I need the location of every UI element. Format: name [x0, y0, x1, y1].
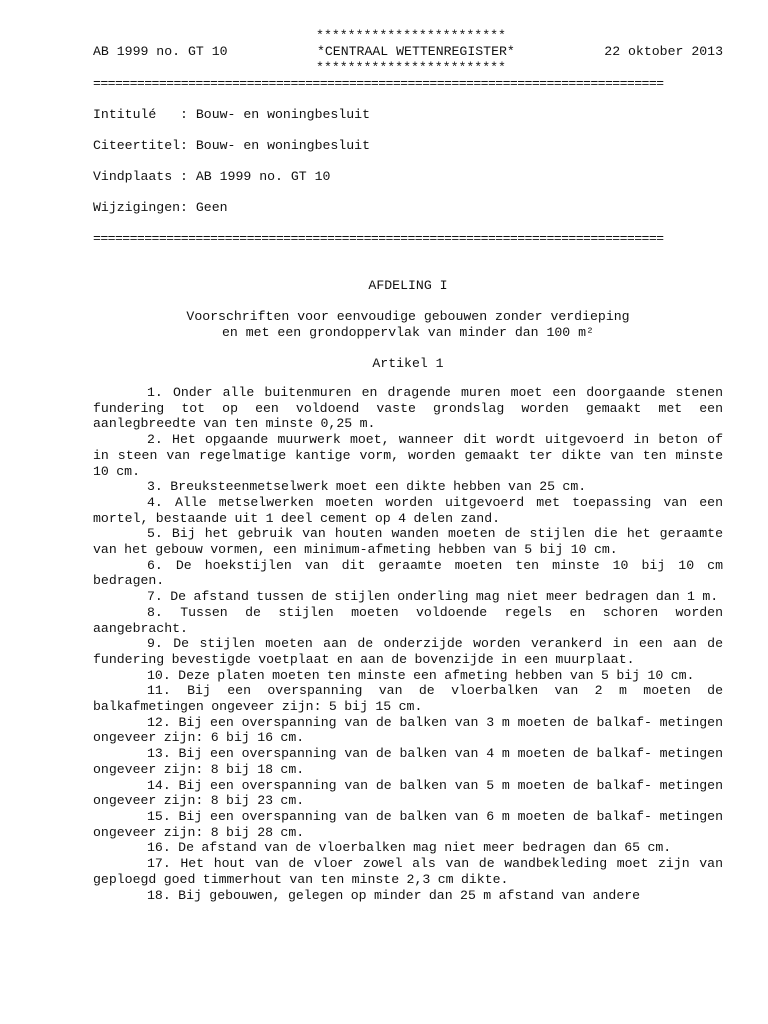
paragraph: 3. Breuksteenmetselwerk moet een dikte hebben van 25 cm.	[147, 479, 587, 495]
paragraph: 15. Bij een overspanning van de balken van 6 m moeten de balkaf- metingen ongeveer zijn: 8 bij 28 cm.	[93, 808, 723, 840]
paragraph: 18. Bij gebouwen, gelegen op minder dan 25 m afstand van andere	[147, 887, 641, 903]
paragraph: 5. Bij het gebruik van houten wanden moeten de stijlen die het geraamte van het gebouw vormen, een minimum-afmeting hebben van 5 bij 10 cm.	[93, 526, 723, 558]
paragraph: 14. Bij een overspanning van de balken van 5 m moeten de balkaf- metingen ongeveer zijn: 8 bij 23 cm.	[93, 777, 723, 809]
section-subtitle-line2: en met een grondoppervlak van minder dan 100 m²	[222, 325, 594, 340]
paragraph: 4. Alle metselwerken moeten worden uitgevoerd met toepassing van een mortel, bestaande uit 1 deel cement op 4 delen zand.	[93, 494, 723, 526]
paragraph: 6. De hoekstijlen van dit geraamte moeten ten minste 10 bij 10 cm bedragen.	[93, 557, 723, 589]
section-subtitle-line1: Voorschriften voor eenvoudige gebouwen zonder verdieping	[186, 309, 630, 324]
divider-top: ==============================================================================	[93, 76, 664, 91]
meta-wijzigingen: Wijzigingen: Geen	[93, 200, 228, 215]
paragraph: 17. Het hout van de vloer zowel als van de wandbekleding moet zijn van geploegd goed timmerhout van ten minste 2,3 cm dikte.	[93, 856, 723, 887]
header-stars-top: ************************	[316, 28, 506, 43]
paragraph: 8. Tussen de stijlen moeten voldoende regels en schoren worden aangebracht.	[93, 604, 723, 636]
paragraph: 9. De stijlen moeten aan de onderzijde worden verankerd in een aan de fundering bevestigde voetplaat en aan de bovenzijde in een muurplaat.	[93, 636, 723, 667]
paragraph: 7. De afstand tussen de stijlen onderling mag niet meer bedragen dan 1 m.	[147, 589, 719, 605]
paragraph: 10. Deze platen moeten ten minste een afmeting hebben van 5 bij 10 cm.	[147, 667, 695, 683]
paragraph: 2. Het opgaande muurwerk moet, wanneer dit wordt uitgevoerd in beton of in steen van regelmatige kantige vorm, worden gemaakt ter dikte van ten minste 10 cm.	[93, 432, 723, 479]
paragraph: 11. Bij een overspanning van de vloerbalken van 2 m moeten de balkafmetingen ongeveer zijn: 5 bij 15 cm.	[93, 683, 723, 715]
document-header	[93, 44, 723, 60]
meta-citeertitel: Citeertitel: Bouw- en woningbesluit	[93, 138, 370, 153]
header-stars-bottom: ************************	[316, 60, 506, 75]
header-date: 22 oktober 2013	[604, 44, 723, 59]
article-heading: Artikel 1	[372, 356, 444, 371]
meta-intitule: Intitulé : Bouw- en woningbesluit	[93, 107, 370, 122]
header-register-title: *CENTRAAL WETTENREGISTER*	[316, 44, 515, 59]
divider-bottom: ==============================================================================	[93, 231, 664, 246]
meta-vindplaats: Vindplaats : AB 1999 no. GT 10	[93, 169, 331, 184]
paragraph: 16. De afstand van de vloerbalken mag niet meer bedragen dan 65 cm.	[147, 840, 672, 856]
paragraph: 1. Onder alle buitenmuren en dragende muren moet een doorgaande stenen fundering tot op een voldoend vaste grondslag worden gemaakt met een aanlegbreedte van ten minste 0,25 m.	[93, 385, 723, 432]
paragraph: 12. Bij een overspanning van de balken van 3 m moeten de balkaf- metingen ongeveer zijn: 6 bij 16 cm.	[93, 714, 723, 746]
article-body	[93, 385, 723, 903]
paragraph: 13. Bij een overspanning van de balken van 4 m moeten de balkaf- metingen ongeveer zijn: 8 bij 18 cm.	[93, 746, 723, 777]
header-reference: AB 1999 no. GT 10	[93, 44, 228, 59]
document-page	[93, 28, 723, 903]
section-heading: AFDELING I	[368, 278, 448, 293]
